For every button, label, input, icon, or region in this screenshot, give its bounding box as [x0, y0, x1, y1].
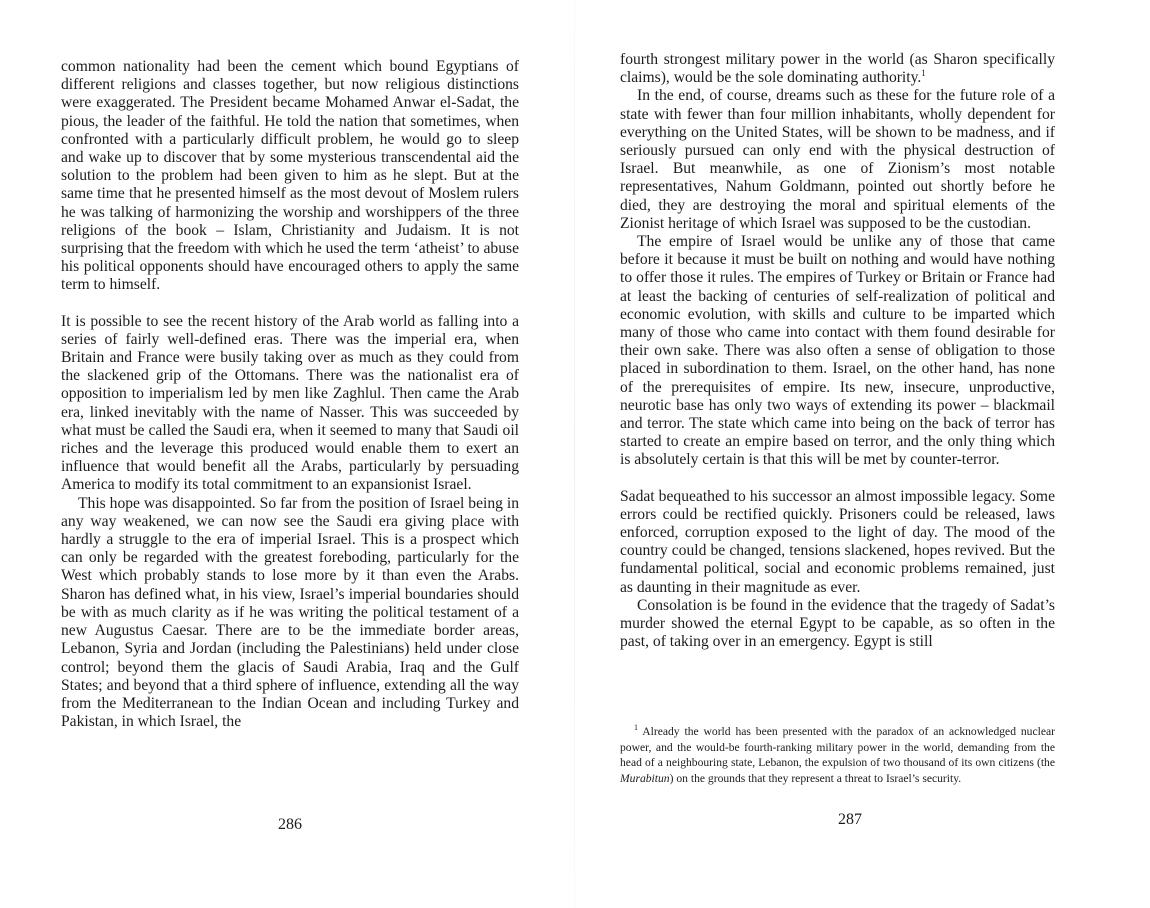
- footnote: [620, 724, 1055, 786]
- paragraph: This hope was disappointed. So far from the position of Israel being in any way weakened, we can now see the Saudi era giving place with hardly a struggle to the era of imperial Israel. This is a prospect which can only be regarded with the greatest foreboding, particularly for the West which probably stands to lose more by it than even the Arabs. Sharon has defined what, in his view, Israel’s imperial boundaries should be with as much clarity as if he was writing the political testament of a new Augustus Caesar. There are to be the immediate border areas, Lebanon, Syria and Jordan (including the Palestinians) held under close control; beyond them the glacis of Saudi Arabia, Iraq and the Gulf States; and beyond that a third sphere of influence, extending all the way from the Mediterranean to the Indian Ocean and including Turkey and Pakistan, in which Israel, the: [61, 494, 519, 731]
- footnote-reference: 1: [921, 68, 926, 79]
- paragraph: It is possible to see the recent history of the Arab world as falling into a series of fairly well-defined eras. There was the imperial era, when Britain and France were busily taking over as much as they could from the slackened grip of the Ottomans. There was the nationalist era of opposition to imperialism led by men like Zaghlul. Then came the Arab era, linked inevitably with the name of Nasser. This was succeeded by what must be called the Saudi era, when it seemed to many that Saudi oil riches and the leverage this produced would enable them to exert an influence that would benefit all the Arabs, particularly by persuading America to modify its total commitment to an expansionist Israel.: [61, 312, 519, 494]
- paragraph: [620, 51, 1055, 87]
- page-number: 287: [838, 811, 862, 828]
- paragraph: Consolation is be found in the evidence that the tragedy of Sadat’s murder showed the eternal Egypt to be capable, as so often in the past, of taking over in an emergency. Egypt is still: [620, 596, 1055, 651]
- right-page: [575, 0, 1150, 908]
- paragraph: The empire of Israel would be unlike any of those that came before it because it must be built on nothing and would have nothing to offer those it rules. The empires of Turkey or Britain or France had at least the backing of centuries of self-realization of political and economic evolution, with skills and culture to be imparted which many of those who came into contact with them found desirable for their own sake. There was also often a sense of obligation to those placed in subordination to them. Israel, on the other hand, has none of the prerequisites of empire. Its new, insecure, unproductive, neurotic base has only two ways of extending its power – blackmail and terror. The state which came into being on the back of terror has started to create an empire based on terror, and the only thing which is absolutely certain is that this will be met by counter-terror.: [620, 233, 1055, 469]
- left-page-text: [61, 58, 519, 731]
- footnote-marker: 1: [634, 723, 638, 733]
- page-number: 286: [278, 816, 302, 833]
- paragraph: Sadat bequeathed to his successor an almost impossible legacy. Some errors could be rectified quickly. Prisoners could be released, laws enforced, corruption exposed to the light of day. The mood of the country could be changed, tensions slackened, hopes revived. But the fundamental political, social and economic problems remained, just as daunting in their magnitude as ever.: [620, 487, 1055, 596]
- paragraph: In the end, of course, dreams such as these for the future role of a state with fewer than four million inhabitants, wholly dependent for everything on the United States, will be shown to be madness, and if seriously pursued can only end with the physical destruction of Israel. But meanwhile, as one of Zionism’s most notable representatives, Nahum Goldmann, pointed out shortly before he died, they are destroying the moral and spiritual elements of the Zionist heritage of which Israel was supposed to be the custodian.: [620, 87, 1055, 232]
- paragraph-text: fourth strongest military power in the world (as Sharon specifically claims), would be the sole dominating authority.: [620, 51, 1055, 87]
- right-page-text: [620, 51, 1055, 652]
- footnote-text: $^1$ Already the world has been presented with the paradox of an acknowledged nuclear power, and the would-be fourth-ranking military power in the world, demanding from the head of a neighbouring state, Lebanon, the expulsion of two thousand of its own citizens (the Murabitun) on the grounds that they represent a threat to Israel’s security.: [620, 723, 1055, 785]
- footnote-italic-term: Murabitun: [620, 771, 670, 785]
- paragraph: common nationality had been the cement which bound Egyptians of different religions and classes together, but now religious distinctions were exaggerated. The President became Mohamed Anwar el-Sadat, the pious, the leader of the faithful. He told the nation that sometimes, when confronted with a particularly difficult problem, he would go to sleep and wake up to discover that by some mysterious transcendental aid the solution to the problem had been given to him as he slept. But at the same time that he presented himself as the most devout of Moslem rulers he was talking of harmonizing the worship and worshippers of the three religions of the book – Islam, Christianity and Judaism. It is not surprising that the freedom with which he used the term ‘atheist’ to abuse his political opponents should have encouraged others to apply the same term to himself.: [61, 58, 519, 294]
